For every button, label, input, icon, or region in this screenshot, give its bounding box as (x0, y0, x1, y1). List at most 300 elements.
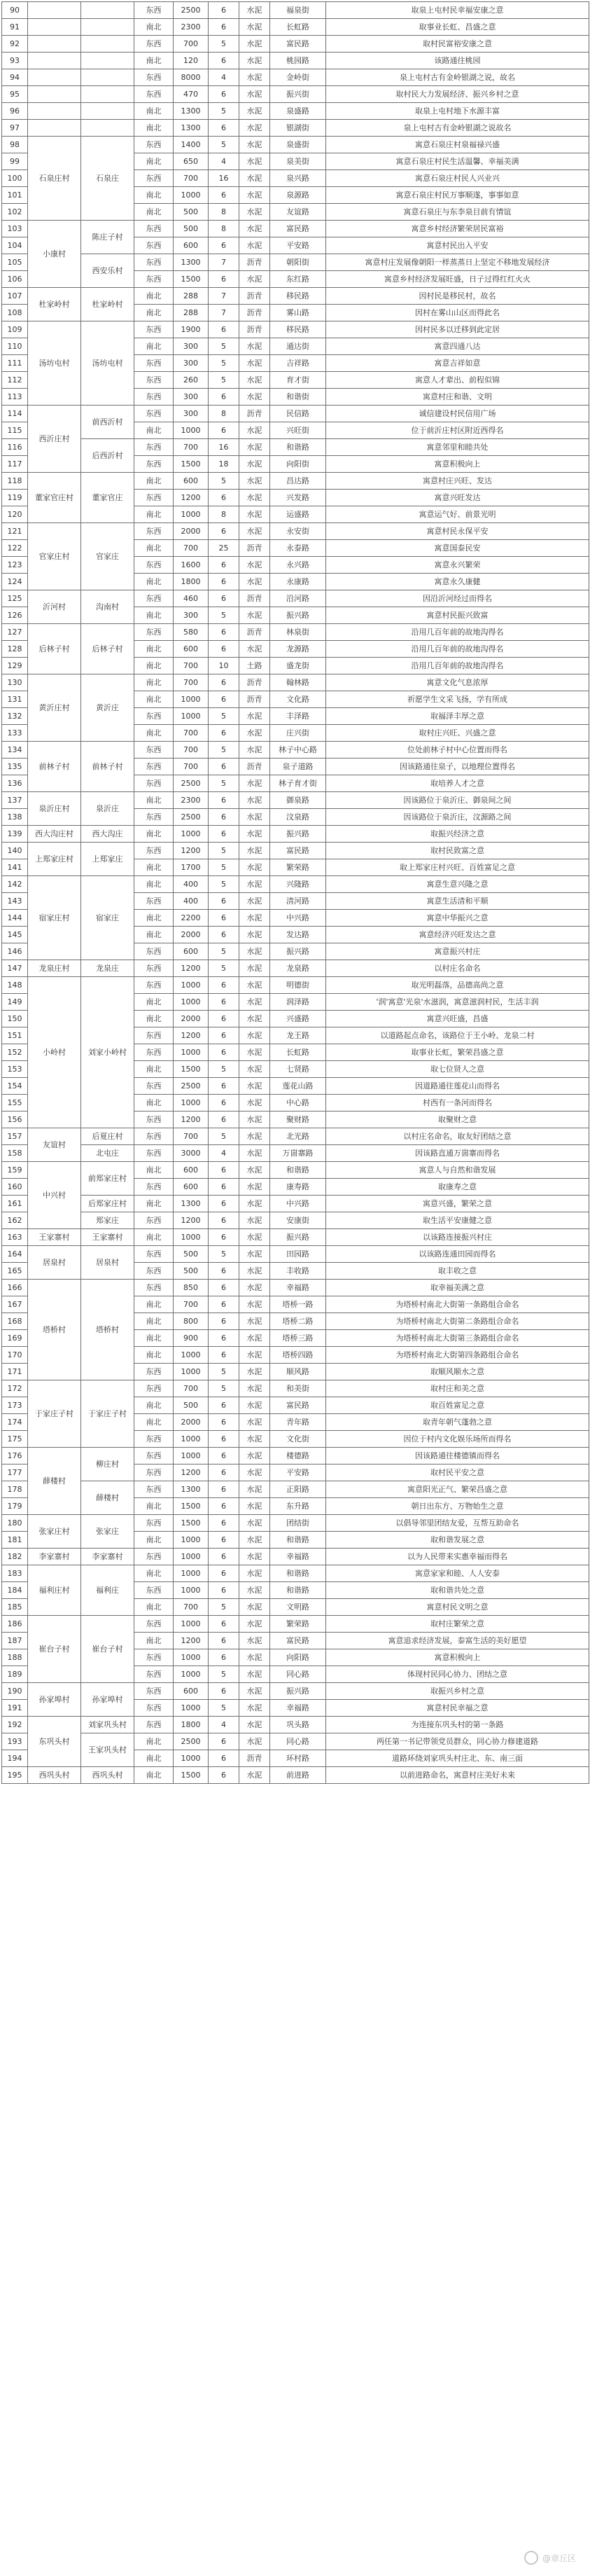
direction-cell: 南北 (134, 1565, 174, 1582)
naming-meaning-cell: 取村民平安之意 (326, 1464, 589, 1481)
width-cell: 5 (209, 708, 239, 725)
naming-meaning-cell: 以该路连接振兴村庄 (326, 1229, 589, 1246)
row-number-cell: 120 (2, 506, 28, 523)
surface-cell: 水泥 (239, 725, 270, 742)
width-cell: 16 (209, 170, 239, 187)
road-name-cell: 塔桥二路 (270, 1313, 326, 1330)
row-number-cell: 174 (2, 1414, 28, 1431)
direction-cell: 南北 (134, 338, 174, 355)
naming-meaning-cell: 寓意乡村经济繁荣居民富裕 (326, 221, 589, 237)
length-cell: 600 (174, 1683, 209, 1700)
naming-meaning-cell: 取光明磊落，品德高尚之意 (326, 977, 589, 994)
naming-meaning-cell: 该路通往桃园 (326, 53, 589, 69)
naming-meaning-cell: 寓意振兴村庄 (326, 943, 589, 960)
naming-meaning-cell: 寓意邻里和睦共处 (326, 439, 589, 456)
naming-meaning-cell: 寓意阳光正气、繁荣昌盛之意 (326, 1481, 589, 1498)
road-name-cell: 平安路 (270, 237, 326, 254)
row-number-cell: 194 (2, 1750, 28, 1767)
surface-cell: 水泥 (239, 1380, 270, 1397)
surface-cell: 水泥 (239, 473, 270, 490)
direction-cell: 东西 (134, 490, 174, 506)
admin-village-cell: 黄沂庄村 (28, 674, 81, 742)
row-number-cell: 142 (2, 876, 28, 893)
width-cell: 6 (209, 237, 239, 254)
road-name-cell: 文化路 (270, 691, 326, 708)
direction-cell: 南北 (134, 204, 174, 221)
surface-cell: 水泥 (239, 1179, 270, 1196)
road-name-cell: 中心路 (270, 1095, 326, 1112)
watermark-text: @章丘区 (542, 2553, 576, 2563)
width-cell: 6 (209, 321, 239, 338)
natural-village-cell: 官家庄 (81, 523, 134, 590)
length-cell: 2000 (174, 927, 209, 943)
surface-cell: 水泥 (239, 893, 270, 910)
table-row (2, 1380, 589, 1397)
road-name-cell: 同心路 (270, 1733, 326, 1750)
surface-cell: 沥青 (239, 691, 270, 708)
table-row (2, 69, 589, 86)
surface-cell: 水泥 (239, 1280, 270, 1296)
table-row (2, 254, 589, 271)
road-name-cell: 长虹路 (270, 19, 326, 36)
row-number-cell: 93 (2, 53, 28, 69)
surface-cell: 水泥 (239, 422, 270, 439)
row-number-cell: 124 (2, 574, 28, 590)
table-row (2, 1280, 589, 1296)
road-name-cell: 幸福路 (270, 1700, 326, 1717)
naming-meaning-cell: 取福泽丰厚之意 (326, 708, 589, 725)
length-cell: 300 (174, 338, 209, 355)
road-name-cell: 东升路 (270, 1498, 326, 1515)
road-name-cell: 振兴街 (270, 86, 326, 103)
length-cell: 1300 (174, 103, 209, 120)
surface-cell: 水泥 (239, 574, 270, 590)
length-cell: 1200 (174, 843, 209, 859)
length-cell: 1000 (174, 1700, 209, 1717)
width-cell: 6 (209, 927, 239, 943)
table-row (2, 1565, 589, 1582)
width-cell: 6 (209, 641, 239, 658)
row-number-cell: 105 (2, 254, 28, 271)
direction-cell: 南北 (134, 574, 174, 590)
row-number-cell: 136 (2, 775, 28, 792)
road-name-cell: 顺风路 (270, 1364, 326, 1380)
naming-meaning-cell: 寓意文化气息浓厚 (326, 674, 589, 691)
row-number-cell: 108 (2, 305, 28, 321)
surface-cell: 水泥 (239, 456, 270, 473)
admin-village-cell: 居泉村 (28, 1246, 81, 1280)
naming-meaning-cell: 以村庄名命名 (326, 960, 589, 977)
row-number-cell: 97 (2, 120, 28, 137)
direction-cell: 东西 (134, 86, 174, 103)
table-row (2, 1162, 589, 1179)
road-name-cell: 塔桥三路 (270, 1330, 326, 1347)
surface-cell: 水泥 (239, 372, 270, 389)
surface-cell: 水泥 (239, 826, 270, 843)
width-cell: 25 (209, 540, 239, 557)
length-cell: 600 (174, 641, 209, 658)
naming-meaning-cell: 以前进路命名，寓意村庄美好未来 (326, 1767, 589, 1784)
naming-meaning-cell: 寓意四通八达 (326, 338, 589, 355)
surface-cell: 水泥 (239, 1464, 270, 1481)
table-row (2, 1229, 589, 1246)
row-number-cell: 188 (2, 1649, 28, 1666)
table-row (2, 1212, 589, 1229)
length-cell: 300 (174, 406, 209, 422)
naming-meaning-cell: 寓意人才辈出、前程似锦 (326, 372, 589, 389)
row-number-cell: 92 (2, 36, 28, 53)
admin-village-cell (28, 19, 81, 36)
naming-meaning-cell: 因该路直通万崮寨而得名 (326, 1145, 589, 1162)
row-number-cell: 128 (2, 641, 28, 658)
width-cell: 5 (209, 1599, 239, 1616)
road-name-cell: 富民路 (270, 843, 326, 859)
natural-village-cell: 西安乐村 (81, 254, 134, 288)
road-name-cell: 兴发路 (270, 490, 326, 506)
naming-meaning-cell: 取泉上屯村地下水源丰富 (326, 103, 589, 120)
naming-meaning-cell: 寓意国泰民安 (326, 540, 589, 557)
admin-village-cell: 官家庄村 (28, 523, 81, 590)
table-row (2, 86, 589, 103)
table-row (2, 1616, 589, 1633)
row-number-cell: 161 (2, 1196, 28, 1212)
direction-cell: 南北 (134, 540, 174, 557)
row-number-cell: 164 (2, 1246, 28, 1263)
length-cell: 1000 (174, 1549, 209, 1565)
direction-cell: 东西 (134, 624, 174, 641)
naming-meaning-cell: 为塔桥村南北大街第三条路组合命名 (326, 1330, 589, 1347)
surface-cell: 水泥 (239, 1733, 270, 1750)
length-cell: 700 (174, 1599, 209, 1616)
road-name-cell: 康寿路 (270, 1179, 326, 1196)
row-number-cell: 156 (2, 1112, 28, 1128)
width-cell: 6 (209, 422, 239, 439)
surface-cell: 水泥 (239, 641, 270, 658)
length-cell: 1300 (174, 1196, 209, 1212)
admin-village-cell: 薛楼村 (28, 1448, 81, 1515)
direction-cell: 东西 (134, 237, 174, 254)
road-name-cell: 汶泉路 (270, 809, 326, 826)
road-name-cell: 和谐路 (270, 1532, 326, 1549)
length-cell: 1300 (174, 120, 209, 137)
direction-cell: 东西 (134, 1649, 174, 1666)
row-number-cell: 149 (2, 994, 28, 1011)
row-number-cell: 130 (2, 674, 28, 691)
road-name-cell: 泉兴路 (270, 170, 326, 187)
natural-village-cell: 后西沂村 (81, 439, 134, 473)
surface-cell: 水泥 (239, 1212, 270, 1229)
road-name-cell: 昌达路 (270, 473, 326, 490)
row-number-cell: 176 (2, 1448, 28, 1464)
natural-village-cell: 北屯庄 (81, 1145, 134, 1162)
road-name-cell: 龙王路 (270, 1027, 326, 1044)
road-name-cell: 田园路 (270, 1246, 326, 1263)
length-cell: 1000 (174, 1095, 209, 1112)
direction-cell: 南北 (134, 1061, 174, 1078)
table-row (2, 473, 589, 490)
length-cell: 1000 (174, 977, 209, 994)
row-number-cell: 179 (2, 1498, 28, 1515)
naming-meaning-cell: 因村民多以迁移到此定居 (326, 321, 589, 338)
width-cell: 6 (209, 1027, 239, 1044)
row-number-cell: 133 (2, 725, 28, 742)
direction-cell: 东西 (134, 523, 174, 540)
direction-cell: 南北 (134, 422, 174, 439)
natural-village-cell (81, 103, 134, 120)
natural-village-cell: 石泉庄 (81, 137, 134, 221)
natural-village-cell: 福利庄 (81, 1565, 134, 1616)
length-cell: 600 (174, 943, 209, 960)
direction-cell: 东西 (134, 1128, 174, 1145)
width-cell: 6 (209, 1179, 239, 1196)
road-name-cell: 前进路 (270, 1767, 326, 1784)
length-cell: 1400 (174, 137, 209, 153)
naming-meaning-cell: 为连接东巩头村的第一条路 (326, 1717, 589, 1733)
width-cell: 6 (209, 1414, 239, 1431)
admin-village-cell: 友谊村 (28, 1128, 81, 1162)
natural-village-cell (81, 120, 134, 137)
direction-cell: 东西 (134, 1431, 174, 1448)
admin-village-cell: 东巩头村 (28, 1717, 81, 1767)
road-name-cell: 运盛路 (270, 506, 326, 523)
admin-village-cell: 石泉庄村 (28, 137, 81, 221)
length-cell: 800 (174, 1313, 209, 1330)
road-name-cell: 移民路 (270, 321, 326, 338)
table-row (2, 103, 589, 120)
length-cell: 700 (174, 170, 209, 187)
surface-cell: 水泥 (239, 876, 270, 893)
direction-cell: 南北 (134, 1397, 174, 1414)
width-cell: 6 (209, 624, 239, 641)
road-name-cell: 和谐街 (270, 389, 326, 406)
row-number-cell: 96 (2, 103, 28, 120)
surface-cell: 沥青 (239, 254, 270, 271)
natural-village-cell: 郑家庄 (81, 1212, 134, 1229)
admin-village-cell (28, 69, 81, 86)
direction-cell: 南北 (134, 1330, 174, 1347)
road-name-cell: 正阳路 (270, 1481, 326, 1498)
width-cell: 8 (209, 221, 239, 237)
road-name-cell: 同心路 (270, 1666, 326, 1683)
row-number-cell: 145 (2, 927, 28, 943)
width-cell: 6 (209, 826, 239, 843)
width-cell: 5 (209, 473, 239, 490)
naming-meaning-cell: 取事业长虹、昌盛之意 (326, 19, 589, 36)
road-name-cell: 环村路 (270, 1750, 326, 1767)
row-number-cell: 185 (2, 1599, 28, 1616)
direction-cell: 南北 (134, 826, 174, 843)
row-number-cell: 187 (2, 1633, 28, 1649)
length-cell: 1000 (174, 422, 209, 439)
width-cell: 6 (209, 86, 239, 103)
road-name-cell: 桃园路 (270, 53, 326, 69)
road-name-cell: 翰林路 (270, 674, 326, 691)
natural-village-cell: 前郑家庄村 (81, 1162, 134, 1196)
length-cell: 700 (174, 540, 209, 557)
direction-cell: 南北 (134, 1229, 174, 1246)
naming-meaning-cell: 取和谐共处之意 (326, 1582, 589, 1599)
road-name-cell: 泉盛街 (270, 137, 326, 153)
natural-village-cell: 张家庄 (81, 1515, 134, 1549)
direction-cell: 东西 (134, 36, 174, 53)
direction-cell: 东西 (134, 1263, 174, 1280)
natural-village-cell: 王家巩头村 (81, 1733, 134, 1767)
row-number-cell: 195 (2, 1767, 28, 1784)
road-name-cell: 塔桥四路 (270, 1347, 326, 1364)
width-cell: 6 (209, 1212, 239, 1229)
length-cell: 1000 (174, 994, 209, 1011)
width-cell: 6 (209, 759, 239, 775)
admin-village-cell: 福利庄村 (28, 1565, 81, 1616)
naming-meaning-cell: 泉上屯村古有金岭银湖之说故名 (326, 120, 589, 137)
direction-cell: 南北 (134, 674, 174, 691)
table-row (2, 1717, 589, 1733)
admin-village-cell: 龙泉庄村 (28, 960, 81, 977)
length-cell: 1900 (174, 321, 209, 338)
road-name-cell: 北光路 (270, 1128, 326, 1145)
admin-village-cell: 前林子村 (28, 742, 81, 792)
direction-cell: 东西 (134, 759, 174, 775)
naming-meaning-cell: 寓意吉祥如意 (326, 355, 589, 372)
direction-cell: 南北 (134, 1599, 174, 1616)
direction-cell: 东西 (134, 1179, 174, 1196)
naming-meaning-cell: 道路环绕刘家巩头村庄北、东、南三面 (326, 1750, 589, 1767)
road-name-cell: 永康路 (270, 574, 326, 590)
surface-cell: 水泥 (239, 977, 270, 994)
road-name-cell: 御泉路 (270, 792, 326, 809)
surface-cell: 水泥 (239, 792, 270, 809)
row-number-cell: 138 (2, 809, 28, 826)
direction-cell: 东西 (134, 1212, 174, 1229)
length-cell: 120 (174, 53, 209, 69)
surface-cell: 水泥 (239, 1364, 270, 1380)
width-cell: 6 (209, 389, 239, 406)
width-cell: 6 (209, 1095, 239, 1112)
surface-cell: 沥青 (239, 288, 270, 305)
width-cell: 4 (209, 153, 239, 170)
direction-cell: 南北 (134, 187, 174, 204)
table-row (2, 1767, 589, 1784)
road-name-cell: 福泉街 (270, 2, 326, 19)
row-number-cell: 113 (2, 389, 28, 406)
naming-meaning-cell: 取百姓富足之意 (326, 1397, 589, 1414)
table-row (2, 19, 589, 36)
direction-cell: 东西 (134, 1700, 174, 1717)
surface-cell: 水泥 (239, 506, 270, 523)
road-name-cell: 银湖街 (270, 120, 326, 137)
natural-village-cell: 刘家小岭村 (81, 977, 134, 1128)
width-cell: 6 (209, 1565, 239, 1582)
surface-cell: 水泥 (239, 1397, 270, 1414)
surface-cell: 水泥 (239, 1078, 270, 1095)
surface-cell: 水泥 (239, 607, 270, 624)
length-cell: 700 (174, 725, 209, 742)
surface-cell: 水泥 (239, 1246, 270, 1263)
width-cell: 5 (209, 876, 239, 893)
width-cell: 5 (209, 1666, 239, 1683)
surface-cell: 沥青 (239, 321, 270, 338)
length-cell: 1000 (174, 1347, 209, 1364)
naming-meaning-cell: 寓意运气好、前景光明 (326, 506, 589, 523)
length-cell: 700 (174, 439, 209, 456)
length-cell: 470 (174, 86, 209, 103)
length-cell: 1000 (174, 1750, 209, 1767)
naming-meaning-cell: 为塔桥村南北大街第二条路组合命名 (326, 1313, 589, 1330)
table-row (2, 960, 589, 977)
road-name-cell: 沿河路 (270, 590, 326, 607)
table-row (2, 1733, 589, 1750)
surface-cell: 水泥 (239, 1112, 270, 1128)
direction-cell: 东西 (134, 977, 174, 994)
width-cell: 6 (209, 1263, 239, 1280)
length-cell: 1000 (174, 1448, 209, 1464)
surface-cell: 水泥 (239, 859, 270, 876)
direction-cell: 东西 (134, 406, 174, 422)
direction-cell: 南北 (134, 1733, 174, 1750)
length-cell: 1000 (174, 826, 209, 843)
direction-cell: 东西 (134, 1515, 174, 1532)
surface-cell: 沥青 (239, 590, 270, 607)
surface-cell: 水泥 (239, 1481, 270, 1498)
surface-cell: 水泥 (239, 843, 270, 859)
natural-village-cell (81, 36, 134, 53)
natural-village-cell: 居泉村 (81, 1246, 134, 1280)
natural-village-cell: 宿家庄 (81, 876, 134, 960)
naming-meaning-cell: 寓意村民文明之意 (326, 1599, 589, 1616)
naming-meaning-cell: 取七位贤人之意 (326, 1061, 589, 1078)
length-cell: 650 (174, 153, 209, 170)
road-name-cell: 向阳路 (270, 1649, 326, 1666)
row-number-cell: 173 (2, 1397, 28, 1414)
surface-cell: 水泥 (239, 120, 270, 137)
length-cell: 1500 (174, 1498, 209, 1515)
surface-cell: 水泥 (239, 994, 270, 1011)
road-name-cell: 林泉街 (270, 624, 326, 641)
direction-cell: 南北 (134, 1347, 174, 1364)
admin-village-cell: 董家官庄村 (28, 473, 81, 523)
natural-village-cell (81, 53, 134, 69)
naming-meaning-cell: 取康寿之意 (326, 1179, 589, 1196)
direction-cell: 东西 (134, 137, 174, 153)
table-row (2, 53, 589, 69)
row-number-cell: 131 (2, 691, 28, 708)
row-number-cell: 140 (2, 843, 28, 859)
naming-meaning-cell: 因村在雾山山区而得此名 (326, 305, 589, 321)
admin-village-cell: 西巩头村 (28, 1767, 81, 1784)
direction-cell: 南北 (134, 1767, 174, 1784)
road-name-cell: 庄兴街 (270, 725, 326, 742)
naming-meaning-cell: 寓意村庄和谐、文明 (326, 389, 589, 406)
width-cell: 6 (209, 1549, 239, 1565)
surface-cell: 水泥 (239, 69, 270, 86)
length-cell: 2000 (174, 523, 209, 540)
width-cell: 6 (209, 893, 239, 910)
road-name-cell: 七贤路 (270, 1061, 326, 1078)
road-name-cell: 振兴路 (270, 826, 326, 843)
length-cell: 600 (174, 1179, 209, 1196)
table-row (2, 2, 589, 19)
surface-cell: 水泥 (239, 221, 270, 237)
row-number-cell: 144 (2, 910, 28, 927)
admin-village-cell (28, 2, 81, 19)
row-number-cell: 141 (2, 859, 28, 876)
width-cell: 5 (209, 943, 239, 960)
row-number-cell: 170 (2, 1347, 28, 1364)
road-name-cell: 金岭街 (270, 69, 326, 86)
naming-meaning-cell: 寓意兴盛，繁荣之意 (326, 1196, 589, 1212)
direction-cell: 东西 (134, 170, 174, 187)
direction-cell: 南北 (134, 658, 174, 674)
